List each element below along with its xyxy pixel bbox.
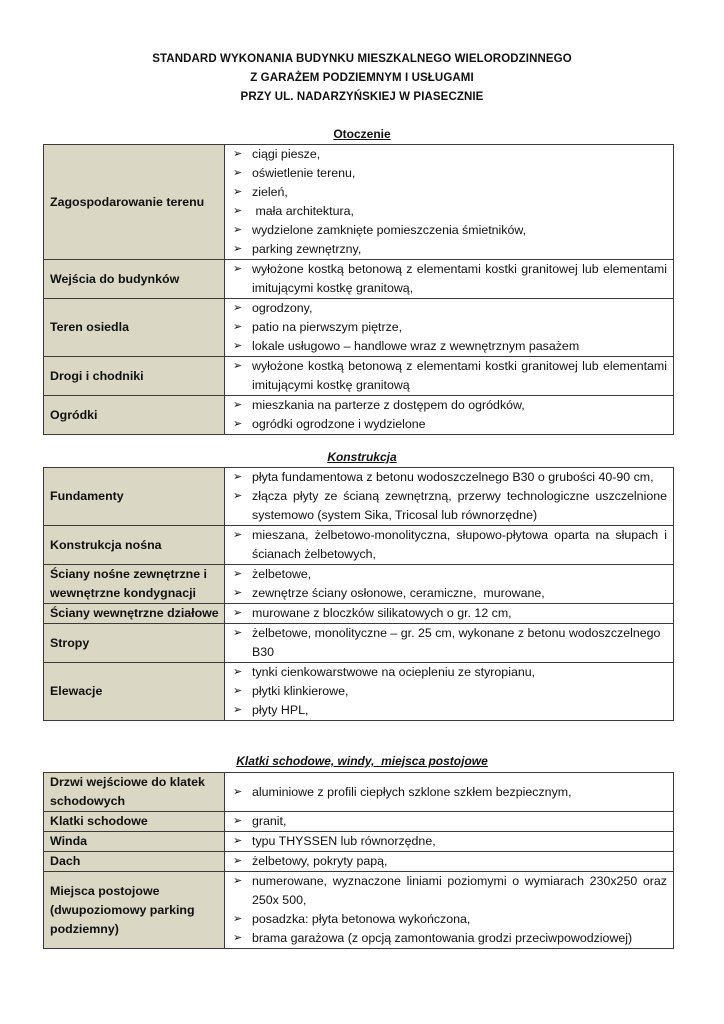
row-label: Stropy <box>44 624 225 663</box>
arrow-bullet-icon: ➢ <box>233 205 243 217</box>
list-item: ➢ granit, <box>233 812 667 831</box>
list-item: ➢ parking zewnętrzny, <box>233 240 667 259</box>
row-label: Ściany wewnętrzne działowe <box>44 604 225 624</box>
arrow-bullet-icon: ➢ <box>233 243 243 255</box>
row-content <box>225 872 674 949</box>
section-heading-otoczenie: Otoczenie <box>333 127 391 141</box>
table-row <box>44 812 674 832</box>
table-row <box>44 468 674 526</box>
table-row <box>44 565 674 604</box>
arrow-bullet-icon: ➢ <box>233 399 243 411</box>
arrow-bullet-icon: ➢ <box>233 340 243 352</box>
arrow-bullet-icon: ➢ <box>233 875 243 887</box>
arrow-bullet-icon: ➢ <box>233 607 243 619</box>
table-row <box>44 526 674 565</box>
list-item: ➢ ogródki ogrodzone i wydzielone <box>233 415 667 434</box>
list-item: ➢ aluminiowe z profili ciepłych szklone szkłem bezpiecznym, <box>233 783 667 802</box>
row-content <box>225 145 674 260</box>
list-item: ➢ ciągi piesze, <box>233 145 667 164</box>
arrow-bullet-icon: ➢ <box>233 321 243 333</box>
arrow-bullet-icon: ➢ <box>233 529 243 541</box>
row-content <box>225 624 674 663</box>
arrow-bullet-icon: ➢ <box>233 704 243 716</box>
table-row <box>44 145 674 260</box>
list-item: ➢ złącza płyty ze ścianą zewnętrzną, przerwy technologiczne uszczelnione systemowo (system Sika, Tricosal lub równorzędne) <box>233 489 667 522</box>
row-content <box>225 468 674 526</box>
list-item: ➢ mała architektura, <box>233 202 667 221</box>
arrow-bullet-icon: ➢ <box>233 685 243 697</box>
arrow-bullet-icon: ➢ <box>233 186 243 198</box>
section-heading-konstrukcja: Konstrukcja <box>327 450 397 464</box>
arrow-bullet-icon: ➢ <box>233 263 243 275</box>
row-content <box>225 852 674 872</box>
row-content <box>225 773 674 812</box>
list-item: ➢ zieleń, <box>233 183 667 202</box>
row-content <box>225 526 674 565</box>
list-item: ➢ wyłożone kostką betonową z elementami kostki granitowej lub elementami imitującymi kostkę granitową <box>233 359 667 392</box>
arrow-bullet-icon: ➢ <box>233 855 243 867</box>
table-row <box>44 260 674 299</box>
table-row <box>44 604 674 624</box>
row-content <box>225 357 674 396</box>
row-label: Klatki schodowe <box>44 812 225 832</box>
row-content <box>225 663 674 721</box>
document-title-line-1: STANDARD WYKONANIA BUDYNKU MIESZKALNEGO WIELORODZINNEGO <box>152 53 572 65</box>
list-item: ➢ wydzielone zamknięte pomieszczenia śmietników, <box>233 221 667 240</box>
arrow-bullet-icon: ➢ <box>233 913 243 925</box>
otoczenie-table <box>43 144 674 435</box>
list-item: ➢ wyłożone kostką betonową z elementami kostki granitowej lub elementami imitującymi kostkę granitową, <box>233 262 667 295</box>
list-item: ➢ ogrodzony, <box>233 299 667 318</box>
list-item: ➢ numerowane, wyznaczone liniami poziomymi o wymiarach 230x250 oraz 250x 500, <box>233 874 667 907</box>
list-item: ➢ brama garażowa (z opcją zamontowania grodzi przeciwpowodziowej) <box>233 929 667 948</box>
row-label: Konstrukcja nośna <box>44 526 225 565</box>
row-content <box>225 396 674 435</box>
list-item: ➢ mieszana, żelbetowo-monolityczna, słupowo-płytowa oparta na słupach i ścianach żelbetowych, <box>233 528 667 561</box>
row-content <box>225 299 674 357</box>
arrow-bullet-icon: ➢ <box>233 627 243 639</box>
arrow-bullet-icon: ➢ <box>233 418 243 430</box>
arrow-bullet-icon: ➢ <box>233 785 243 798</box>
arrow-bullet-icon: ➢ <box>233 490 243 502</box>
row-label: Miejsca postojowe (dwupoziomowy parking podziemny) <box>44 872 225 949</box>
row-label: Elewacje <box>44 663 225 721</box>
list-item: ➢ płyty HPL, <box>233 701 667 720</box>
row-content <box>225 604 674 624</box>
list-item: ➢ płytki klinkierowe, <box>233 682 667 701</box>
arrow-bullet-icon: ➢ <box>233 302 243 314</box>
arrow-bullet-icon: ➢ <box>233 167 243 179</box>
row-label: Wejścia do budynków <box>44 260 225 299</box>
document-title-line-2: Z GARAŻEM PODZIEMNYM I USŁUGAMI <box>250 72 474 84</box>
list-item: ➢ żelbetowy, pokryty papą, <box>233 852 667 871</box>
arrow-bullet-icon: ➢ <box>233 471 243 483</box>
klatki-schodowe-table <box>43 772 674 949</box>
list-item: ➢ oświetlenie terenu, <box>233 164 667 183</box>
list-item: ➢ żelbetowe, monolityczne – gr. 25 cm, wykonane z betonu wodoszczelnego B30 <box>233 626 661 659</box>
list-item: ➢ mieszkania na parterze z dostępem do ogródków, <box>233 396 667 415</box>
row-content <box>225 812 674 832</box>
list-item: ➢ tynki cienkowarstwowe na ociepleniu ze styropianu, <box>233 663 667 682</box>
table-row <box>44 832 674 852</box>
list-item: ➢ posadzka: płyta betonowa wykończona, <box>233 910 667 929</box>
row-content <box>225 565 674 604</box>
row-label: Dach <box>44 852 225 872</box>
arrow-bullet-icon: ➢ <box>233 815 243 827</box>
arrow-bullet-icon: ➢ <box>233 148 243 160</box>
row-label: Teren osiedla <box>44 299 225 357</box>
document-title-line-3: PRZY UL. NADARZYŃSKIEJ W PIASECZNIE <box>240 91 484 103</box>
arrow-bullet-icon: ➢ <box>233 932 243 944</box>
row-content <box>225 832 674 852</box>
konstrukcja-table <box>43 467 674 721</box>
arrow-bullet-icon: ➢ <box>233 360 243 372</box>
list-item: ➢ płyta fundamentowa z betonu wodoszczelnego B30 o grubości 40-90 cm, <box>233 468 667 487</box>
arrow-bullet-icon: ➢ <box>233 224 243 236</box>
table-row <box>44 663 674 721</box>
section-heading-klatki-schodowe: Klatki schodowe, windy, miejsca postojowe <box>236 754 488 768</box>
list-item: ➢ patio na pierwszym piętrze, <box>233 318 667 337</box>
arrow-bullet-icon: ➢ <box>233 568 243 580</box>
table-row <box>44 299 674 357</box>
row-content <box>225 260 674 299</box>
row-label: Ogródki <box>44 396 225 435</box>
arrow-bullet-icon: ➢ <box>233 835 243 847</box>
list-item: ➢ zewnętrze ściany osłonowe, ceramiczne, murowane, <box>233 584 667 603</box>
row-label: Fundamenty <box>44 468 225 526</box>
list-item: ➢ murowane z bloczków silikatowych o gr. 12 cm, <box>233 604 667 623</box>
table-row <box>44 773 674 812</box>
list-item: ➢ typu THYSSEN lub równorzędne, <box>233 832 667 851</box>
table-row <box>44 872 674 949</box>
arrow-bullet-icon: ➢ <box>233 666 243 678</box>
row-label: Drzwi wejściowe do klatek schodowych <box>44 773 225 812</box>
list-item: ➢ lokale usługowo – handlowe wraz z wewnętrznym pasażem <box>233 337 667 356</box>
table-row <box>44 852 674 872</box>
arrow-bullet-icon: ➢ <box>233 587 243 599</box>
list-item: ➢ żelbetowe, <box>233 565 667 584</box>
table-row <box>44 396 674 435</box>
table-row <box>44 624 674 663</box>
row-label: Ściany nośne zewnętrzne i wewnętrzne kondygnacji <box>44 565 225 604</box>
table-row <box>44 357 674 396</box>
row-label: Zagospodarowanie terenu <box>44 145 225 260</box>
row-label: Winda <box>44 832 225 852</box>
row-label: Drogi i chodniki <box>44 357 225 396</box>
